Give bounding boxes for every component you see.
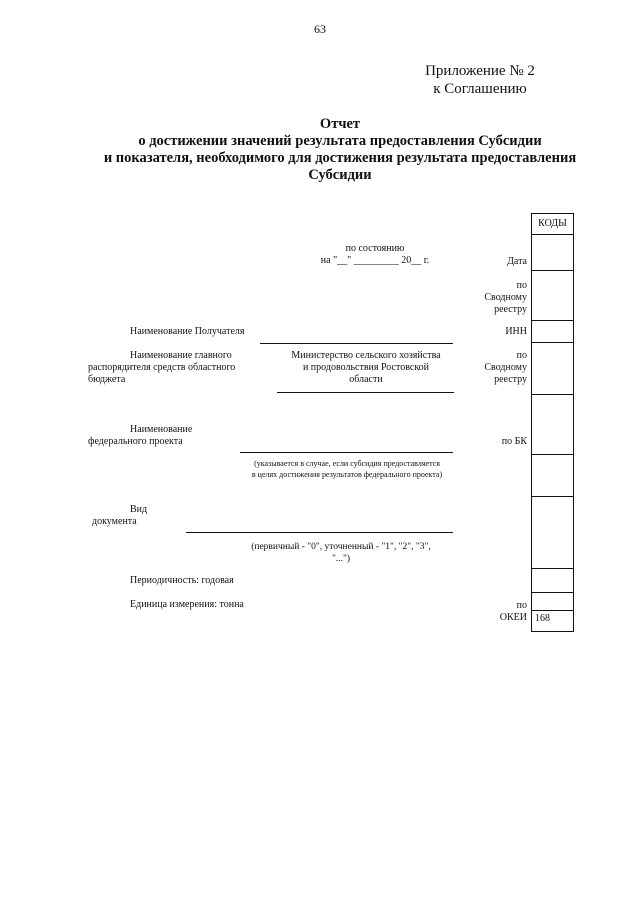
code-cell-federal[interactable] bbox=[532, 496, 573, 497]
bk-label: по БК bbox=[501, 436, 527, 447]
as-of-date bbox=[300, 243, 450, 267]
federal-project-label-line-2: федерального проекта bbox=[88, 436, 183, 447]
registry-label-2-line-2: Сводному bbox=[484, 362, 527, 373]
appendix-line-1: Приложение № 2 bbox=[425, 63, 535, 79]
codes-divider bbox=[532, 234, 573, 235]
as-of-line-2[interactable]: на "__" _________ 20__ г. bbox=[320, 255, 430, 266]
federal-project-hint bbox=[238, 458, 456, 480]
code-cell-okei[interactable] bbox=[532, 610, 573, 611]
federal-project-hint-line-2: в целях достижения результатов федерального проекта) bbox=[251, 470, 443, 479]
periodicity-label: Периодичность: годовая bbox=[130, 575, 234, 586]
document-type-label bbox=[88, 504, 208, 528]
federal-project-label bbox=[88, 424, 248, 448]
chief-manager-underline bbox=[277, 392, 454, 393]
report-title bbox=[60, 116, 620, 184]
code-cell-inn[interactable] bbox=[532, 342, 573, 343]
codes-table bbox=[531, 213, 574, 632]
recipient-field[interactable] bbox=[260, 343, 453, 344]
codes-header: КОДЫ bbox=[538, 218, 567, 229]
title-line-4: Субсидии bbox=[308, 167, 372, 183]
document-type-field[interactable] bbox=[186, 532, 453, 533]
chief-manager-label-line-3: бюджета bbox=[88, 374, 126, 385]
document-type-label-line-2: документа bbox=[92, 516, 137, 527]
document-type-hint-line-2: "...") bbox=[331, 554, 351, 564]
title-line-3: и показателя, необходимого для достижения результата предоставления bbox=[103, 150, 577, 166]
registry-label-2-line-1: по bbox=[516, 350, 527, 361]
federal-project-hint-line-1: (указывается в случае, если субсидия предоставляется bbox=[254, 459, 440, 468]
federal-project-label-line-1: Наименование bbox=[130, 424, 193, 435]
code-cell-periodicity[interactable] bbox=[532, 592, 573, 593]
registry-label-1-line-2: Сводному bbox=[484, 292, 527, 303]
code-cell-date[interactable] bbox=[532, 270, 573, 271]
inn-label: ИНН bbox=[505, 326, 527, 337]
registry-label-1-line-1: по bbox=[516, 280, 527, 291]
code-cell-bk[interactable] bbox=[532, 454, 573, 455]
title-line-1: Отчет bbox=[319, 116, 361, 132]
code-cell-registry-1[interactable] bbox=[532, 320, 573, 321]
chief-manager-value bbox=[276, 350, 456, 386]
federal-project-field[interactable] bbox=[240, 452, 453, 453]
chief-manager-label bbox=[88, 350, 268, 386]
chief-manager-label-line-2: распорядителя средств областного bbox=[88, 362, 236, 373]
okei-label-line-2: ОКЕИ bbox=[499, 612, 527, 623]
code-cell-document-type[interactable] bbox=[532, 568, 573, 569]
registry-label-2 bbox=[460, 350, 527, 386]
recipient-label: Наименование Получателя bbox=[130, 326, 245, 337]
code-cell-registry-2[interactable] bbox=[532, 394, 573, 395]
document-type-hint-line-1: (первичный - "0", уточненный - "1", "2", "3", bbox=[251, 542, 431, 552]
registry-label-1-line-3: реестру bbox=[494, 304, 527, 315]
appendix-line-2: к Соглашению bbox=[433, 81, 527, 97]
okei-label-line-1: по bbox=[516, 600, 527, 611]
appendix-label bbox=[400, 62, 560, 98]
registry-label-1 bbox=[460, 280, 527, 316]
title-line-2: о достижении значений результата предоставления Субсидии bbox=[138, 133, 542, 149]
unit-label: Единица измерения: тонна bbox=[130, 599, 244, 610]
registry-label-2-line-3: реестру bbox=[494, 374, 527, 385]
chief-manager-value-line-1: Министерство сельского хозяйства bbox=[291, 350, 441, 361]
document-type-hint bbox=[225, 541, 457, 565]
page-number: 63 bbox=[314, 22, 326, 36]
as-of-line-1: по состоянию bbox=[345, 243, 405, 254]
chief-manager-value-line-3: области bbox=[349, 374, 383, 385]
okei-code-value: 168 bbox=[535, 613, 550, 624]
okei-label bbox=[470, 600, 527, 624]
date-label: Дата bbox=[507, 256, 527, 267]
document-type-label-line-1: Вид bbox=[130, 504, 148, 515]
chief-manager-value-line-2: и продовольствия Ростовской bbox=[302, 362, 430, 373]
chief-manager-label-line-1: Наименование главного bbox=[130, 350, 232, 361]
